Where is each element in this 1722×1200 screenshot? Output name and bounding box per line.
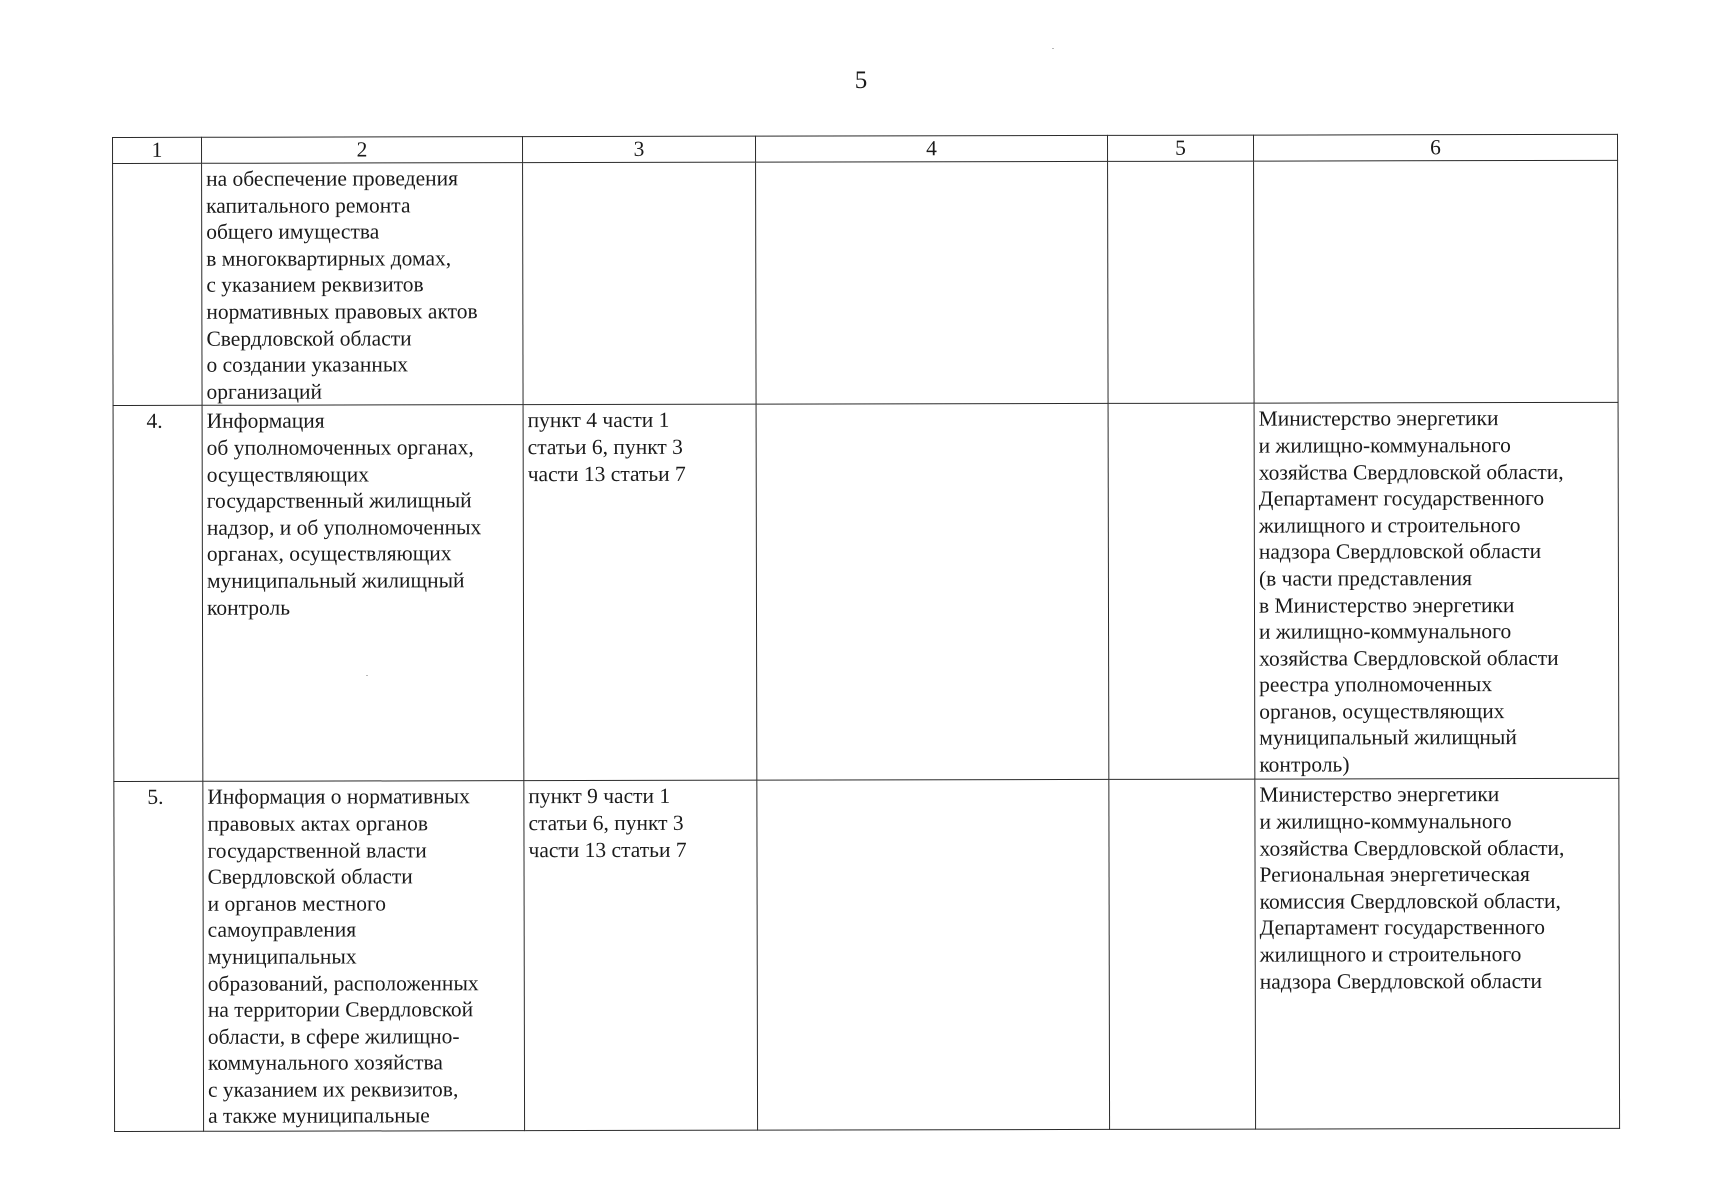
table-row	[113, 160, 1619, 405]
cell-line: организаций	[206, 379, 322, 404]
cell-line: Свердловской области	[207, 864, 413, 889]
cell-line: образований, расположенных	[207, 970, 479, 996]
cell-line: нормативных правовых актов	[206, 299, 478, 324]
cell-line: и органов местного	[207, 891, 387, 916]
cell-line: Министерство энергетики	[1258, 406, 1499, 431]
legal-basis-cell	[523, 404, 757, 780]
cell-line: Региональная энергетическая	[1259, 862, 1530, 887]
cell-line: и жилищно-коммунального	[1259, 809, 1512, 834]
cell-line: в Министерство энергетики	[1258, 592, 1515, 618]
cell-line: жилищного и строительного	[1259, 941, 1522, 967]
row-number	[113, 163, 203, 406]
responsible-body-cell	[1254, 160, 1619, 403]
cell-line: и жилищно-коммунального	[1259, 619, 1512, 644]
cell-line: органов, осуществляющих	[1259, 698, 1505, 724]
row-number: 4.	[113, 406, 203, 782]
column-5-cell	[1108, 161, 1255, 404]
cell-line: статьи 6, пункт 3	[528, 810, 684, 836]
column-4-cell	[756, 404, 1109, 781]
cell-line: муниципальный жилищный	[1259, 725, 1517, 751]
cell-line: Свердловской области	[206, 325, 412, 351]
table-row	[114, 779, 1620, 1132]
page-number: 5	[854, 67, 868, 94]
table-row	[113, 403, 1619, 782]
column-5-cell	[1109, 779, 1256, 1129]
cell-line: контроль)	[1259, 752, 1350, 777]
cell-line: муниципальных	[207, 944, 357, 969]
cell-line: пункт 9 части 1	[528, 784, 671, 809]
cell-line: хозяйства Свердловской области	[1259, 645, 1559, 671]
column-header: 3	[523, 136, 756, 162]
responsible-body-cell	[1255, 779, 1620, 1130]
column-4-cell	[757, 780, 1110, 1131]
cell-line: а также муниципальные	[208, 1103, 430, 1129]
cell-line: осуществляющих	[206, 461, 369, 487]
cell-line: об уполномоченных органах,	[206, 435, 474, 460]
cell-line: Департамент государственного	[1259, 915, 1546, 940]
cell-line: жилищного и строительного	[1258, 512, 1521, 538]
cell-line: капитального ремонта	[206, 192, 411, 218]
cell-line: с указанием их реквизитов,	[207, 1077, 459, 1102]
cell-line: надзора Свердловской области	[1258, 539, 1542, 564]
cell-line: Министерство энергетики	[1259, 782, 1500, 807]
cell-line: пункт 4 части 1	[527, 408, 670, 433]
cell-line: муниципальный жилищный	[206, 568, 465, 593]
cell-line: части 13 статьи 7	[527, 461, 686, 486]
cell-line: Информация о нормативных	[207, 784, 470, 810]
cell-line: общего имущества	[206, 219, 380, 244]
cell-line: на обеспечение проведения	[206, 166, 459, 191]
cell-line: надзора Свердловской области	[1259, 968, 1543, 994]
info-description-cell	[202, 405, 524, 782]
cell-line: и жилищно-коммунального	[1258, 433, 1511, 458]
column-5-cell	[1108, 403, 1255, 779]
cell-line: статьи 6, пункт 3	[527, 434, 683, 460]
column-header: 1	[113, 137, 202, 163]
cell-line: правовых актах органов	[207, 811, 429, 836]
cell-line: самоуправления	[207, 917, 357, 943]
cell-line: реестра уполномоченных	[1259, 672, 1493, 697]
table-header-row	[113, 134, 1618, 163]
row-number: 5.	[114, 782, 204, 1132]
cell-line: о создании указанных	[206, 352, 409, 377]
column-header: 2	[202, 137, 523, 164]
column-header: 4	[755, 135, 1107, 162]
cell-line: Информация	[206, 408, 325, 434]
cell-line: надзор, и об уполномоченных	[206, 514, 482, 540]
cell-line: государственной власти	[207, 837, 427, 863]
cell-line: контроль	[206, 595, 291, 620]
cell-line: Департамент государственного	[1258, 486, 1545, 511]
legal-basis-cell	[524, 780, 758, 1130]
cell-line: области, в сфере жилищно-	[207, 1023, 460, 1049]
cell-line: государственный жилищный	[206, 488, 472, 513]
column-header: 5	[1107, 135, 1253, 161]
responsible-body-cell	[1254, 403, 1619, 780]
cell-line: органах, осуществляющих	[206, 541, 452, 567]
cell-line: хозяйства Свердловской области,	[1259, 835, 1565, 861]
cell-line: хозяйства Свердловской области,	[1258, 459, 1564, 485]
info-description-cell	[203, 781, 525, 1132]
cell-line: комиссия Свердловской области,	[1259, 888, 1561, 914]
column-4-cell	[756, 161, 1109, 404]
cell-line: части 13 статьи 7	[528, 837, 687, 862]
scan-speck	[1052, 48, 1054, 49]
cell-line: в многоквартирных домах,	[206, 246, 452, 271]
cell-line: на территории Свердловской	[207, 997, 474, 1022]
column-header: 6	[1253, 134, 1617, 161]
info-description-cell	[202, 163, 524, 406]
cell-line: (в части представления	[1258, 566, 1473, 591]
legal-basis-cell	[523, 162, 757, 405]
cell-line: коммунального хозяйства	[207, 1050, 443, 1076]
cell-line: с указанием реквизитов	[206, 272, 424, 298]
document-table	[112, 134, 1620, 1132]
